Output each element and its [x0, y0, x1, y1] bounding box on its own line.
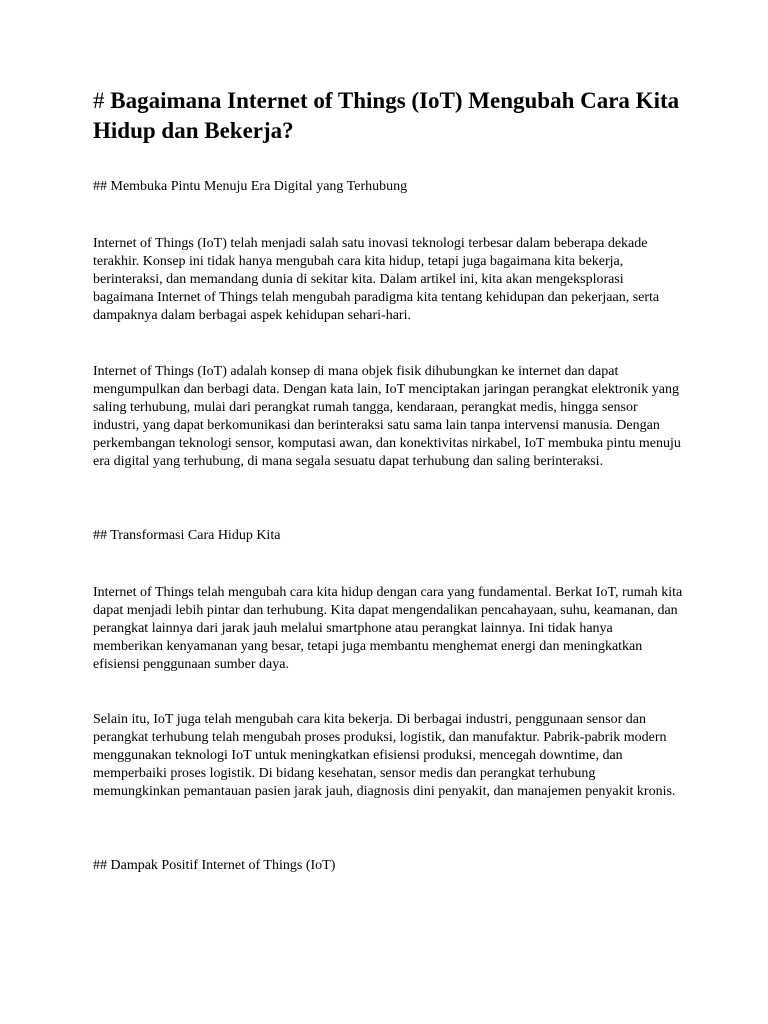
section-heading-transformation: ## Transformasi Cara Hidup Kita: [93, 528, 281, 543]
section-heading-positive-impact: ## Dampak Positif Internet of Things (IoT): [93, 858, 336, 873]
title-text: Bagaimana Internet of Things (IoT) Mengubah Cara Kita Hidup dan Bekerja?: [93, 88, 680, 143]
paragraph-life-change: Internet of Things telah mengubah cara kita hidup dengan cara yang fundamental. Berkat IoT, rumah kita dapat menjadi lebih pintar dan terhubung. Kita dapat mengendalikan pencahayaan, suhu, keamanan, dan perangkat lainnya dari jarak jauh melalui smartphone atau perangkat lainnya. Ini tidak hanya memberikan kenyamanan yang besar, tetapi juga membantu menghemat energi dan meningkatkan efisiensi penggunaan sumber daya.: [93, 585, 683, 673]
section-heading-digital-era: ## Membuka Pintu Menuju Era Digital yang Terhubung: [93, 179, 408, 194]
paragraph-iot-concept: Internet of Things (IoT) adalah konsep di mana objek fisik dihubungkan ke internet dan dapat mengumpulkan dan berbagi data. Dengan kata lain, IoT menciptakan jaringan perangkat elektronik yang saling terhubung, mulai dari perangkat rumah tangga, kendaraan, perangkat medis, hingga sensor industri, yang dapat berkomunikasi dan berinteraksi satu sama lain tanpa intervensi manusia. Dengan perkembangan teknologi sensor, komputasi awan, dan konektivitas nirkabel, IoT membuka pintu menuju era digital yang terhubung, di mana segala sesuatu dapat terhubung dan saling berinteraksi.: [93, 364, 681, 470]
page-title: [93, 86, 683, 146]
paragraph-work-change: Selain itu, IoT juga telah mengubah cara kita bekerja. Di berbagai industri, penggunaan sensor dan perangkat terhubung telah mengubah proses produksi, logistik, dan manufaktur. Pabrik-pabrik modern menggunakan teknologi IoT untuk meningkatkan efisiensi produksi, mencegah downtime, dan memperbaiki proses logistik. Di bidang kesehatan, sensor medis dan perangkat terhubung memungkinkan pemantauan pasien jarak jauh, diagnosis dini penyakit, dan manajemen penyakit kronis.: [93, 712, 676, 800]
paragraph-intro: Internet of Things (IoT) telah menjadi salah satu inovasi teknologi terbesar dalam beberapa dekade terakhir. Konsep ini tidak hanya mengubah cara kita hidup, tetapi juga bagaimana kita bekerja, berinteraksi, dan memandang dunia di sekitar kita. Dalam artikel ini, kita akan mengeksplorasi bagaimana Internet of Things telah mengubah paradigma kita tentang kehidupan dan pekerjaan, serta dampaknya dalam berbagai aspek kehidupan sehari-hari.: [93, 236, 660, 324]
title-hash-marker: #: [93, 88, 105, 113]
